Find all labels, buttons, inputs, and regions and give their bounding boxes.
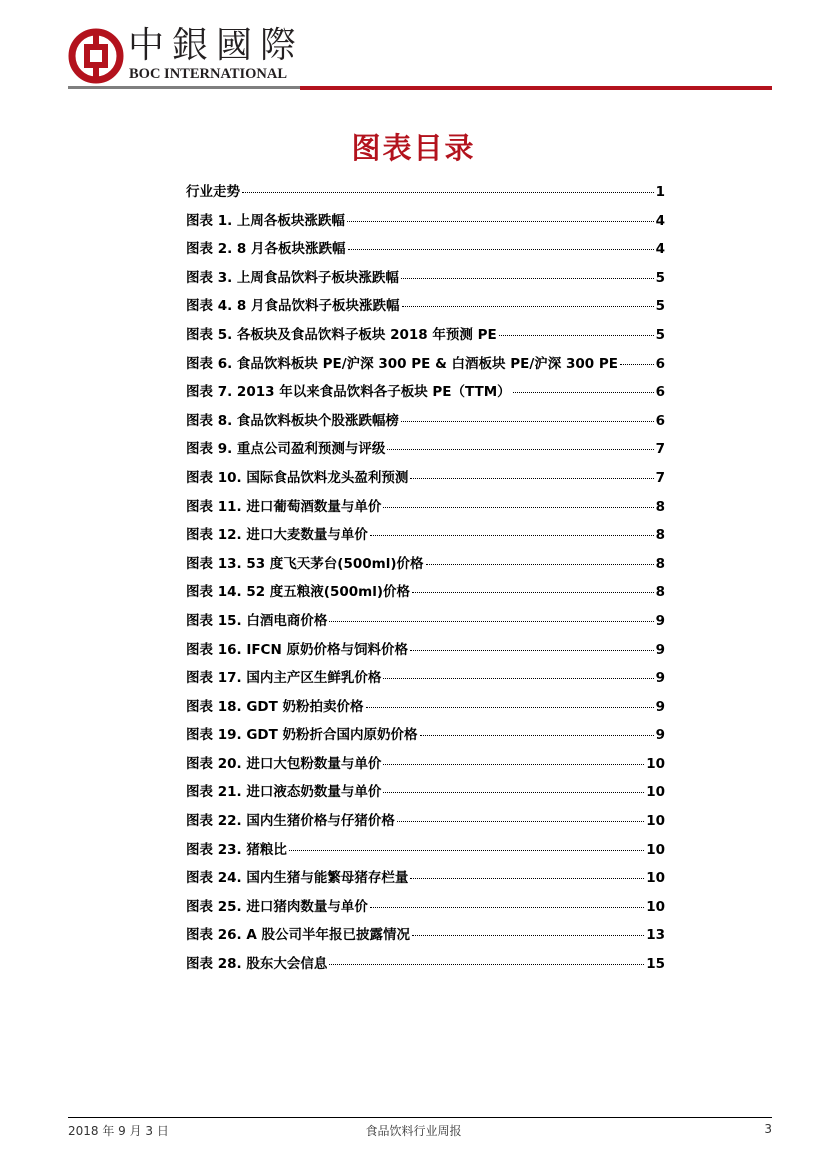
toc-entry-page: 10 bbox=[646, 784, 665, 801]
toc-entry[interactable] bbox=[186, 638, 665, 667]
toc-dot-leader bbox=[329, 964, 644, 965]
toc-entry-page: 1 bbox=[655, 184, 665, 200]
toc-entry-label: 图表 20. 进口大包粉数量与单价 bbox=[186, 755, 382, 772]
toc-entry-page: 9 bbox=[655, 612, 665, 629]
toc-dot-leader bbox=[499, 335, 654, 336]
toc-entry-label: 图表 6. 食品饮料板块 PE/沪深 300 PE & 白酒板块 PE/沪深 300 PE bbox=[186, 355, 618, 372]
toc-entry-label: 行业走势 bbox=[186, 184, 240, 200]
toc-entry-page: 10 bbox=[646, 870, 665, 887]
toc-entry-label: 图表 23. 猪粮比 bbox=[186, 841, 287, 858]
toc-entry-page: 10 bbox=[646, 841, 665, 858]
toc-entry-page: 9 bbox=[655, 698, 665, 715]
toc-entry[interactable] bbox=[186, 666, 665, 695]
toc-entry-page: 8 bbox=[655, 555, 665, 572]
toc-entry[interactable] bbox=[186, 323, 665, 352]
toc-dot-leader bbox=[397, 821, 644, 822]
header-accent-rule bbox=[300, 86, 772, 90]
toc-entry-label: 图表 18. GDT 奶粉拍卖价格 bbox=[186, 698, 364, 715]
toc-entry-page: 6 bbox=[655, 355, 665, 372]
toc-entry[interactable] bbox=[186, 237, 665, 266]
toc-dot-leader bbox=[620, 364, 654, 365]
logo-english-name: BOC INTERNATIONAL bbox=[129, 66, 288, 82]
toc-entry-page: 9 bbox=[655, 641, 665, 658]
toc-entry-page: 5 bbox=[655, 269, 665, 286]
toc-entry[interactable] bbox=[186, 809, 665, 838]
toc-entry-page: 5 bbox=[655, 326, 665, 343]
toc-entry[interactable] bbox=[186, 523, 665, 552]
toc-entry-page: 10 bbox=[646, 898, 665, 915]
toc-entry[interactable] bbox=[186, 209, 665, 238]
toc-entry[interactable] bbox=[186, 609, 665, 638]
toc-dot-leader bbox=[410, 478, 653, 479]
toc-dot-leader bbox=[347, 221, 654, 222]
toc-entry[interactable] bbox=[186, 409, 665, 438]
footer-page-number: 3 bbox=[764, 1122, 772, 1136]
page-header bbox=[0, 0, 827, 100]
toc-entry[interactable] bbox=[186, 723, 665, 752]
toc-entry[interactable] bbox=[186, 466, 665, 495]
toc-entry-label: 图表 17. 国内主产区生鲜乳价格 bbox=[186, 670, 382, 687]
toc-dot-leader bbox=[242, 192, 654, 193]
toc-entry[interactable] bbox=[186, 380, 665, 409]
toc-entry-label: 图表 3. 上周食品饮料子板块涨跌幅 bbox=[186, 269, 399, 286]
toc-entry-page: 9 bbox=[655, 727, 665, 744]
toc-dot-leader bbox=[383, 678, 653, 679]
toc-dot-leader bbox=[370, 907, 644, 908]
toc-dot-leader bbox=[513, 392, 654, 393]
toc-entry-label: 图表 22. 国内生猪价格与仔猪价格 bbox=[186, 813, 395, 830]
toc-entry[interactable] bbox=[186, 866, 665, 895]
toc-dot-leader bbox=[366, 707, 654, 708]
toc-entry-label: 图表 11. 进口葡萄酒数量与单价 bbox=[186, 498, 382, 515]
toc-entry-label: 图表 5. 各板块及食品饮料子板块 2018 年预测 PE bbox=[186, 326, 497, 343]
toc-entry-page: 8 bbox=[655, 527, 665, 544]
toc-entry[interactable] bbox=[186, 695, 665, 724]
toc-entry-label: 图表 12. 进口大麦数量与单价 bbox=[186, 527, 368, 544]
toc-entry-page: 5 bbox=[655, 298, 665, 315]
toc-entry-label: 图表 8. 食品饮料板块个股涨跌幅榜 bbox=[186, 412, 399, 429]
toc-entry[interactable] bbox=[186, 780, 665, 809]
table-of-figures bbox=[186, 180, 665, 981]
toc-entry-label: 图表 26. A 股公司半年报已披露情况 bbox=[186, 927, 410, 944]
toc-dot-leader bbox=[383, 507, 653, 508]
toc-entry[interactable] bbox=[186, 294, 665, 323]
toc-dot-leader bbox=[402, 306, 654, 307]
toc-entry-page: 9 bbox=[655, 670, 665, 687]
toc-dot-leader bbox=[412, 592, 654, 593]
toc-dot-leader bbox=[348, 249, 654, 250]
page-title: 图表目录 bbox=[351, 131, 476, 165]
toc-entry-label: 图表 15. 白酒电商价格 bbox=[186, 612, 328, 629]
footer-date: 2018 年 9 月 3 日 bbox=[68, 1124, 169, 1138]
toc-dot-leader bbox=[289, 850, 644, 851]
toc-entry-label: 图表 14. 52 度五粮液(500ml)价格 bbox=[186, 584, 411, 601]
toc-entry-page: 4 bbox=[655, 212, 665, 229]
toc-entry[interactable] bbox=[186, 495, 665, 524]
toc-dot-leader bbox=[329, 621, 653, 622]
toc-entry-page: 15 bbox=[646, 956, 665, 973]
toc-entry[interactable] bbox=[186, 352, 665, 381]
toc-entry-page: 7 bbox=[655, 469, 665, 486]
toc-entry[interactable] bbox=[186, 580, 665, 609]
toc-entry[interactable] bbox=[186, 923, 665, 952]
toc-entry[interactable] bbox=[186, 895, 665, 924]
footer-report-name: 食品饮料行业周报 bbox=[365, 1124, 462, 1138]
toc-entry[interactable] bbox=[186, 752, 665, 781]
toc-entry-page: 7 bbox=[655, 441, 665, 458]
toc-entry[interactable] bbox=[186, 952, 665, 981]
logo-chinese-name: 中銀國際 bbox=[128, 25, 305, 66]
toc-entry[interactable] bbox=[186, 180, 665, 209]
toc-dot-leader bbox=[426, 564, 654, 565]
toc-entry-label: 图表 21. 进口液态奶数量与单价 bbox=[186, 784, 382, 801]
toc-dot-leader bbox=[401, 421, 654, 422]
toc-entry-page: 8 bbox=[655, 584, 665, 601]
toc-entry-page: 8 bbox=[655, 498, 665, 515]
toc-entry-label: 图表 4. 8 月食品饮料子板块涨跌幅 bbox=[186, 298, 400, 315]
toc-entry-page: 6 bbox=[655, 384, 665, 401]
toc-dot-leader bbox=[412, 935, 644, 936]
toc-entry[interactable] bbox=[186, 552, 665, 581]
toc-entry-label: 图表 9. 重点公司盈利预测与评级 bbox=[186, 441, 386, 458]
toc-dot-leader bbox=[410, 878, 644, 879]
toc-entry-label: 图表 2. 8 月各板块涨跌幅 bbox=[186, 241, 346, 258]
toc-dot-leader bbox=[370, 535, 654, 536]
toc-dot-leader bbox=[401, 278, 654, 279]
toc-entry-label: 图表 28. 股东大会信息 bbox=[186, 956, 328, 973]
toc-entry-label: 图表 16. IFCN 原奶价格与饲料价格 bbox=[186, 641, 408, 658]
toc-entry-label: 图表 13. 53 度飞天茅台(500ml)价格 bbox=[186, 555, 424, 572]
toc-entry-page: 10 bbox=[646, 755, 665, 772]
toc-entry-label: 图表 25. 进口猪肉数量与单价 bbox=[186, 898, 368, 915]
toc-dot-leader bbox=[387, 449, 653, 450]
toc-entry[interactable] bbox=[186, 437, 665, 466]
toc-entry-label: 图表 7. 2013 年以来食品饮料各子板块 PE（TTM） bbox=[186, 384, 511, 401]
toc-entry-label: 图表 24. 国内生猪与能繁母猪存栏量 bbox=[186, 870, 409, 887]
toc-entry-label: 图表 10. 国际食品饮料龙头盈利预测 bbox=[186, 469, 409, 486]
toc-entry-page: 10 bbox=[646, 813, 665, 830]
footer-rule bbox=[68, 1117, 772, 1118]
boc-logo-icon bbox=[68, 28, 124, 84]
toc-entry[interactable] bbox=[186, 266, 665, 295]
toc-dot-leader bbox=[383, 764, 644, 765]
toc-entry-label: 图表 19. GDT 奶粉折合国内原奶价格 bbox=[186, 727, 418, 744]
toc-dot-leader bbox=[383, 792, 644, 793]
toc-entry-page: 13 bbox=[646, 927, 665, 944]
toc-entry-label: 图表 1. 上周各板块涨跌幅 bbox=[186, 212, 345, 229]
toc-entry-page: 4 bbox=[655, 241, 665, 258]
toc-entry-page: 6 bbox=[655, 412, 665, 429]
toc-dot-leader bbox=[410, 650, 654, 651]
toc-dot-leader bbox=[420, 735, 654, 736]
toc-entry[interactable] bbox=[186, 838, 665, 867]
